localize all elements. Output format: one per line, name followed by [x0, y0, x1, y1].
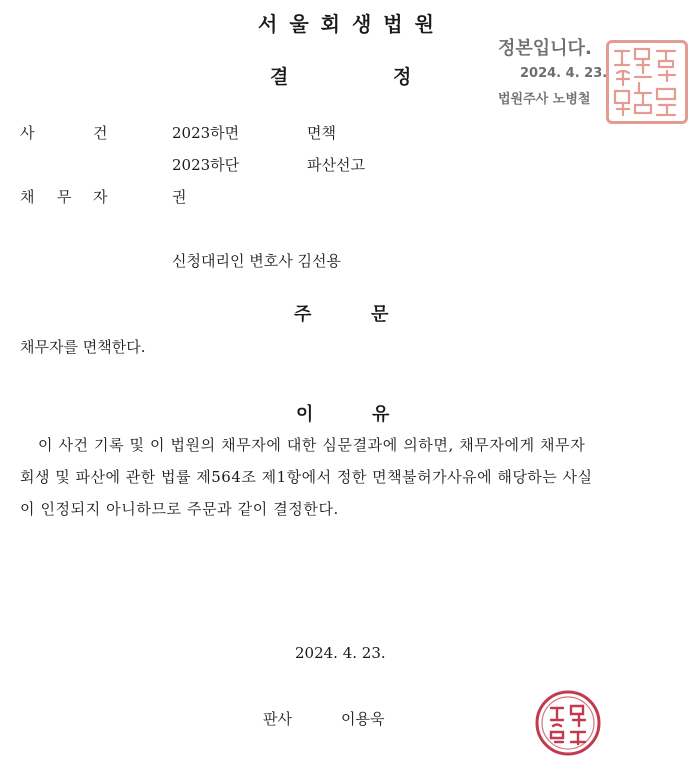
reason-line-2: 회생 및 파산에 관한 법률 제564조 제1항에서 정한 면책불허가사유에 해당하는 사실	[20, 468, 593, 486]
court-name: 서울회생법원	[258, 12, 446, 36]
debtor-label-1: 채	[20, 188, 35, 206]
case-label-2: 건	[93, 124, 108, 142]
reason-heading-left: 이	[296, 404, 314, 425]
case-title-1: 면책	[307, 124, 336, 142]
debtor-name: 권	[172, 188, 187, 206]
agent-info: 신청대리인 변호사 김선용	[172, 252, 341, 270]
judge-title: 판사	[263, 710, 292, 728]
debtor-label-2: 무	[57, 188, 72, 206]
certification-date: 2024. 4. 23.	[520, 66, 608, 81]
judge-name: 이용욱	[341, 710, 385, 728]
judge-seal-stamp	[533, 688, 603, 758]
debtor-label-3: 자	[93, 188, 108, 206]
reason-line-3: 이 인정되지 아니하므로 주문과 같이 결정한다.	[20, 500, 339, 518]
case-number-1: 2023하면	[172, 124, 240, 142]
reason-heading-right: 유	[372, 404, 390, 425]
case-label-1: 사	[20, 124, 35, 142]
document-type-left: 결	[270, 66, 289, 88]
decision-date: 2024. 4. 23.	[295, 644, 386, 662]
court-seal-stamp	[606, 40, 688, 124]
order-text: 채무자를 면책한다.	[20, 338, 146, 356]
reason-line-1: 이 사건 기록 및 이 법원의 채무자에 대한 심문결과에 의하면, 채무자에게 채무자	[38, 436, 586, 454]
order-heading-right: 문	[371, 304, 389, 325]
case-title-2: 파산선고	[307, 156, 365, 174]
certification-officer: 법원주사 노병철	[498, 92, 591, 107]
case-number-2: 2023하단	[172, 156, 240, 174]
certification-label: 정본입니다.	[498, 38, 592, 59]
document-type-right: 정	[393, 66, 412, 88]
order-heading-left: 주	[294, 304, 312, 325]
